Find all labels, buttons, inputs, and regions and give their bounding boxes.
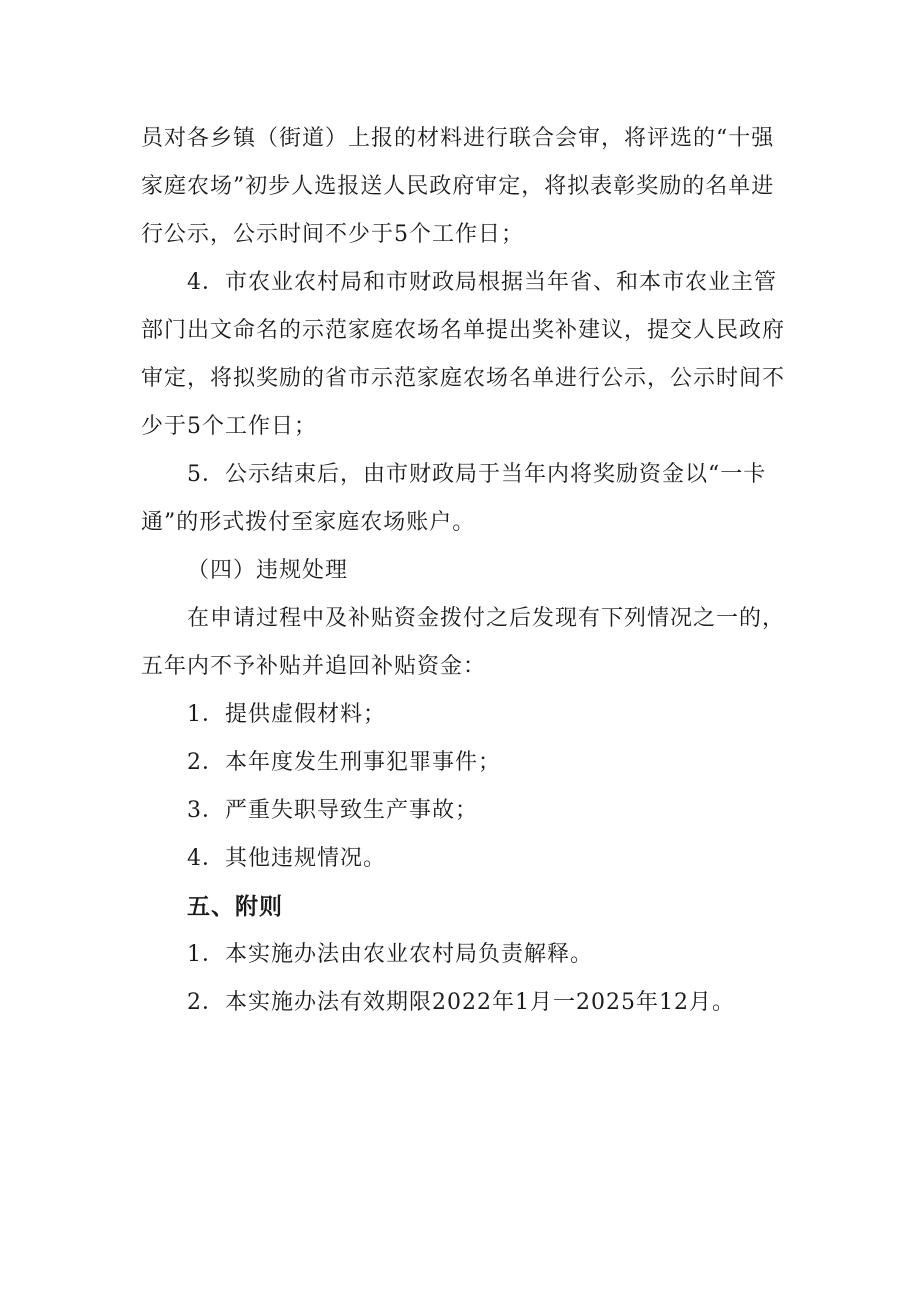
paragraph-line: 家庭农场”初步人选报送人民政府审定，将拟表彰奖励的名单进 — [141, 174, 775, 199]
paragraph-line: 五年内不予补贴并追回补贴资金： — [141, 654, 487, 679]
list-item-3: 3．严重失职导致生产事故； — [187, 798, 478, 823]
paragraph-line: 部门出文命名的示范家庭农场名单提出奖补建议，提交人民政府 — [141, 318, 786, 343]
paragraph-line: 通”的形式拨付至家庭农场账户。 — [141, 510, 476, 535]
list-item-2: 2．本年度发生刑事犯罪事件； — [187, 750, 501, 775]
list-item-2: 2．本实施办法有效期限2022年1月一2025年12月。 — [187, 990, 735, 1015]
list-item-1: 1．提供虚假材料； — [187, 702, 386, 727]
list-item-4: 4．其他违规情况。 — [187, 846, 386, 871]
paragraph-line: 少于5个工作日； — [141, 414, 317, 439]
section-subheading: （四）违规处理 — [187, 558, 349, 583]
list-item-5: 5．公示结束后，由市财政局于当年内将奖励资金以“一卡 — [187, 462, 767, 487]
paragraph-line: 审定，将拟奖励的省市示范家庭农场名单进行公示，公示时间不 — [141, 366, 786, 391]
section-heading: 五、附则 — [187, 894, 283, 920]
paragraph-line: 行公示，公示时间不少于5个工作日； — [141, 222, 524, 247]
paragraph-line: 在申请过程中及补贴资金拨付之后发现有下列情况之一的， — [187, 606, 786, 631]
list-item-4: 4．市农业农村局和市财政局根据当年省、和本市农业主管 — [187, 270, 777, 295]
paragraph-line: 员对各乡镇（街道）上报的材料进行联合会审，将评选的“十强 — [141, 126, 775, 151]
list-item-1: 1．本实施办法由农业农村局负责解释。 — [187, 942, 593, 967]
